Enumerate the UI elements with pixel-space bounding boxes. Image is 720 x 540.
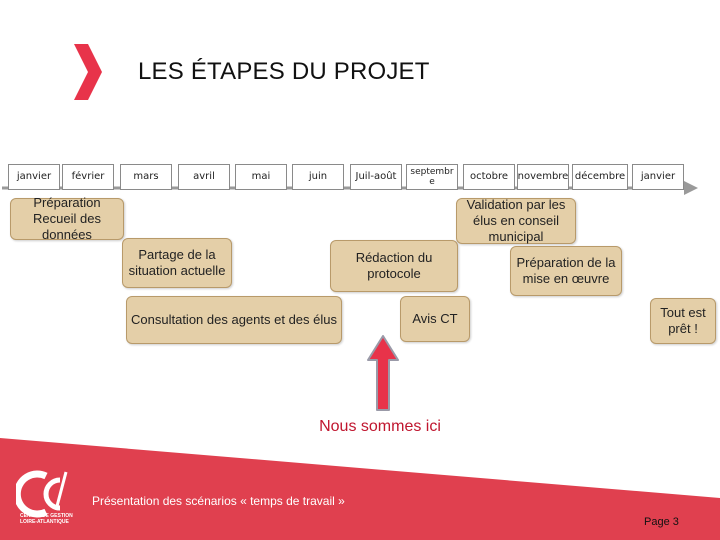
month-octobre: octobre	[463, 164, 515, 190]
task-preparation-recueil: Préparation Recueil des données	[10, 198, 124, 240]
footer-presentation-title: Présentation des scénarios « temps de travail »	[92, 494, 345, 508]
task-avis-ct: Avis CT	[400, 296, 470, 342]
task-consultation: Consultation des agents et des élus	[126, 296, 342, 344]
logo-caption: CENTRE DE GESTION LOIRE-ATLANTIQUE	[20, 513, 73, 525]
month-septembre: septembre	[406, 164, 458, 190]
task-preparation-mise-en-oeuvre: Préparation de la mise en œuvre	[510, 246, 622, 296]
month-juin: juin	[292, 164, 344, 190]
month-janvier-2: janvier	[632, 164, 684, 190]
page-title: LES ÉTAPES DU PROJET	[138, 58, 430, 85]
task-tout-est-pret: Tout est prêt !	[650, 298, 716, 344]
task-validation-conseil: Validation par les élus en conseil municipal	[456, 198, 576, 244]
page-number: Page 3	[644, 516, 679, 528]
month-decembre: décembre	[572, 164, 628, 190]
month-mars: mars	[120, 164, 172, 190]
task-redaction-protocole: Rédaction du protocole	[330, 240, 458, 292]
arrow-up-icon	[366, 334, 400, 412]
month-mai: mai	[235, 164, 287, 190]
current-position-label: Nous sommes ici	[319, 418, 441, 435]
month-janvier: janvier	[8, 164, 60, 190]
month-fevrier: février	[62, 164, 114, 190]
task-partage-situation: Partage de la situation actuelle	[122, 238, 232, 288]
month-avril: avril	[178, 164, 230, 190]
chevron-right-icon	[72, 44, 102, 100]
footer-band	[0, 438, 720, 540]
month-novembre: novembre	[517, 164, 569, 190]
month-juil-aout: Juil-août	[350, 164, 402, 190]
